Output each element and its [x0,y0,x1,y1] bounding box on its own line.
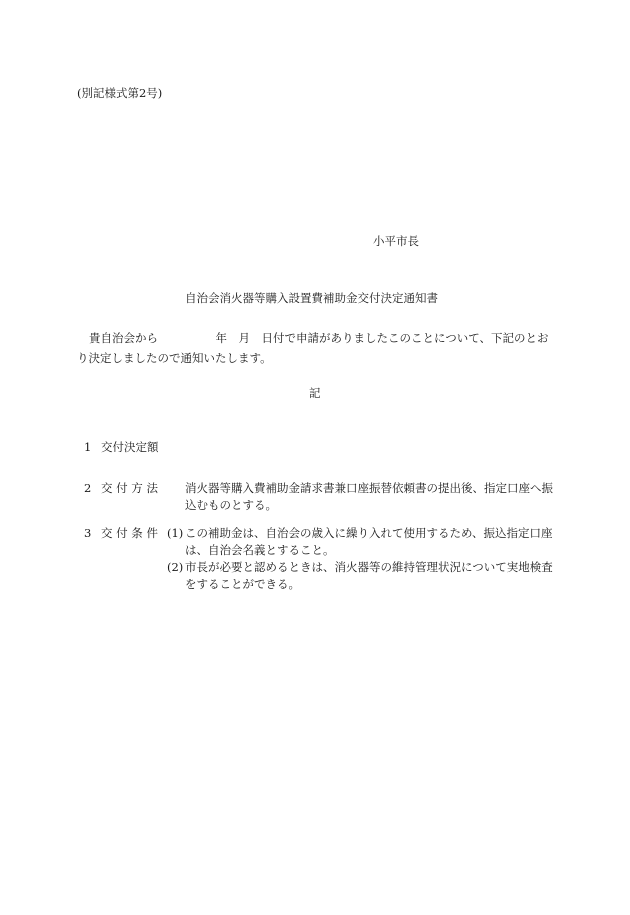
condition-2-text: 市長が必要と認めるときは、消火器等の維持管理状況について実地検査をすることができる。 [185,560,553,591]
item-2-content: 消火器等購入費補助金請求書兼口座振替依頼書の提出後、指定口座へ振込むものとする。 [185,481,553,512]
form-number-label: (別記様式第2号) [77,86,163,100]
condition-1-mark: (1) [167,526,184,540]
item-1-label: 交付決定額 [101,440,159,454]
ki-heading: 記 [309,386,321,400]
item-2-number: 2 [84,481,92,495]
document-title: 自治会消火器等購入設置費補助金交付決定通知書 [185,291,438,305]
body-paragraph: 貴自治会から 年 月 日付で申請がありましたこのことについて、下記のとおり決定しましたので通知いたします。 [77,331,549,365]
condition-1-text: この補助金は、自治会の歳入に繰り入れて使用するため、振込指定口座は、自治会名義とすること。 [185,526,553,557]
item-3-label: 交 付 条 件 [101,526,158,540]
item-3-number: 3 [84,526,92,540]
item-2-label: 交 付 方 法 [101,481,158,495]
condition-2-mark: (2) [167,560,184,574]
item-1-number: 1 [84,440,92,454]
issuer-name: 小平市長 [373,234,419,248]
